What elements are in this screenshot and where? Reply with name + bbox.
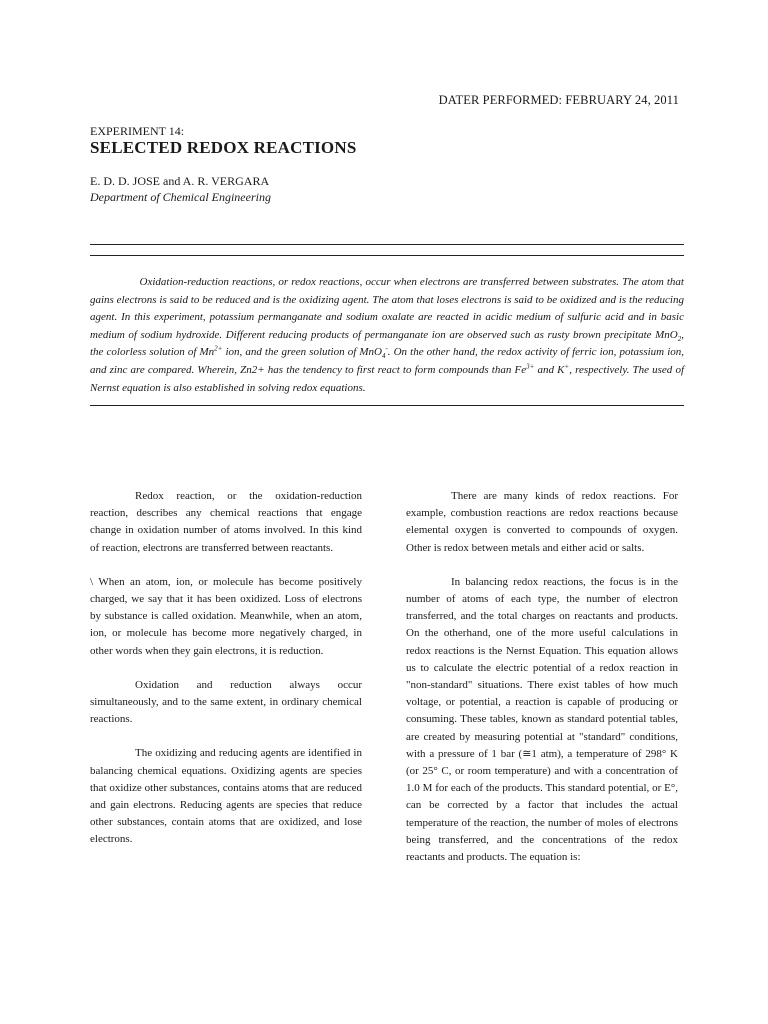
paragraph: The oxidizing and reducing agents are identified in balancing chemical equations. Oxidizing agents are species that oxidize other substances, contains atoms that are reduced and gain electrons. Reducing agents are species that reduce other substances, contain atoms that are oxidized, and lose electrons.	[90, 747, 362, 846]
department: Department of Chemical Engineering	[90, 190, 271, 204]
authors: E. D. D. JOSE and A. R. VERGARA	[90, 174, 270, 188]
paragraph: \ When an atom, ion, or molecule has become positively charged, we say that it has been oxidized. Loss of electrons by substance is called oxidation. Meanwhile, when an atom, ion, or molecule has become more negatively charged, in other words when they gain electrons, it is reduction.	[90, 575, 362, 657]
divider-top-2	[90, 255, 684, 256]
divider-top-1	[90, 244, 684, 245]
right-column	[406, 488, 678, 883]
divider-bottom	[90, 405, 684, 406]
paragraph: In balancing redox reactions, the focus is in the number of atoms of each type, the number of electron transferred, and the total charges on reactants and products. On the otherhand, one of the more useful calculations in redox reactions is the Nernst Equation. This equation allows us to calculate the electric potential of a redox reaction in "non-standard" situations. There exist tables of how much voltage, or potential, a reaction is capable of producing or consuming. These tables, known as standard potential tables, are created by measuring potential at "standard" conditions, with a pressure of 1 bar (≅1 atm), a temperature of 298° K (or 25° C, or room temperature) and with a concentration of 1.0 M for each of the products. This standard potential, or E°, can be corrected by a factor that includes the actual temperature of the reaction, the number of moles of electrons being transferred, and the concentrations of the redox reactants and products. The equation is:	[406, 575, 678, 864]
paragraph: Redox reaction, or the oxidation-reduction reaction, describes any chemical reactions that engage change in oxidation number of atoms involved. In this kind of reaction, electrons are transferred between reactants.	[90, 490, 362, 554]
left-column	[90, 488, 362, 866]
paragraph: Oxidation and reduction always occur simultaneously, and to the same extent, in ordinary chemical reactions.	[90, 678, 362, 726]
paper-title: SELECTED REDOX REACTIONS	[90, 138, 357, 157]
paragraph: There are many kinds of redox reactions. For example, combustion reactions are redox reactions because elemental oxygen is converted to compounds of oxygen. Other is redox between metals and either acid or salts.	[406, 490, 678, 554]
abstract: Oxidation-reduction reactions, or redox reactions, occur when electrons are transferred between substrates. The atom that gains electrons is said to be reduced and is the oxidizing agent. The atom that loses electrons is said to be oxidized and is the reducing agent. In this experiment, potassium permanganate and sodium oxalate are reacted in acidic medium of sulfuric acid and in basic medium of sodium hydroxide. Different reducing products of permanganate ion are observed such as rusty brown precipitate MnO$_2$, the colorless solution of $Mn^{2+}$ ion, and the green solution of MnO$_4$-. On the other hand, the redox activity of ferric ion, potassium ion, and zinc are compared. Wherein, Zn2+ has the tendency to first react to form compounds than $Fe^{3+}$ and K+, respectively. The used of Nernst equation is also established in solving redox equations.	[90, 276, 685, 394]
date-performed: DATER PERFORMED: FEBRUARY 24, 2011	[438, 93, 679, 107]
experiment-label: EXPERIMENT 14:	[90, 124, 185, 138]
